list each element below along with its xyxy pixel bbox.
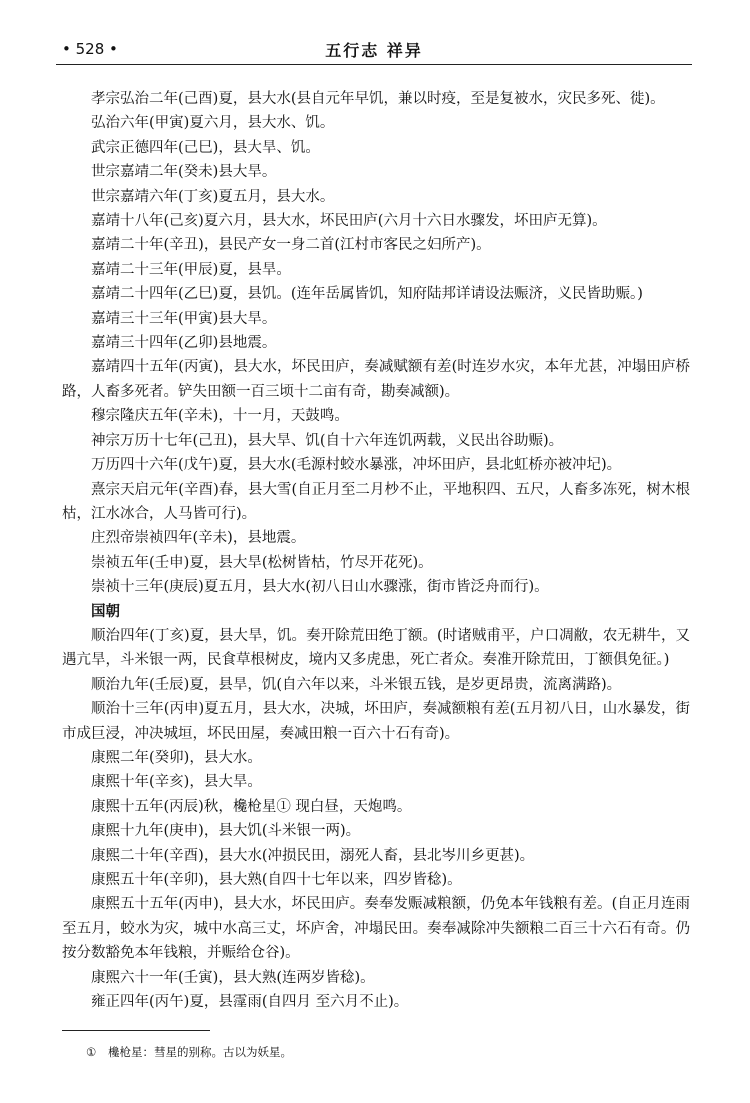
chronicle-entry: 嘉靖十八年(己亥)夏六月，县大水，坏民田庐(六月十六日水骤发，坏田庐无算)。 [91, 213, 607, 230]
chronicle-entry: 庄烈帝崇祯四年(辛未)，县地震。 [91, 530, 306, 547]
footnote-mark: ① [86, 1045, 97, 1059]
chronicle-entry: 康熙五十五年(丙申)，县大水，坏民田庐。奏奉发赈减粮额，仍免本年钱粮有差。(自正月连雨至五月，蛟水为灾，城中水高三丈，坏庐舍，冲塌民田。奏奉减除冲失额粮二百三十六石有奇。仍按分数豁免本年钱粮，并赈给仓谷)。 [62, 896, 690, 962]
chronicle-entry: 康熙五十年(辛卯)，县大熟(自四十七年以来，四岁皆稔)。 [91, 872, 462, 888]
chronicle-body [62, 87, 690, 1014]
chronicle-entry: 康熙二十年(辛酉)，县大水(冲损民田，溺死人畜，县北岑川乡更甚)。 [91, 847, 535, 864]
chronicle-entry: 顺治十三年(丙申)夏五月，县大水，决城，坏田庐，奏减额粮有差(五月初八日，山水暴发，街市成巨浸，冲决城垣，坏民田屋，奏减田粮一百六十石有奇)。 [62, 701, 690, 742]
chronicle-entry: 嘉靖四十五年(丙寅)，县大水，坏民田庐，奏减赋额有差(时连岁水灾，本年尤甚，冲塌田庐桥路，人畜多死者。铲失田额一百三顷十二亩有奇，勘奏减额)。 [62, 359, 690, 400]
chronicle-entry: 神宗万历十七年(己丑)，县大旱、饥(自十六年连饥两载，义民出谷助赈)。 [91, 432, 564, 449]
chronicle-entry: 康熙十九年(庚申)，县大饥(斗米银一两)。 [91, 823, 361, 840]
footnote-text: 欃枪星：彗星的别称。古以为妖星。 [108, 1045, 292, 1059]
chronicle-entry: 穆宗隆庆五年(辛未)，十一月，天鼓鸣。 [91, 408, 349, 425]
chronicle-entry: 世宗嘉靖六年(丁亥)夏五月，县大水。 [91, 188, 335, 205]
chronicle-entry: 熹宗天启元年(辛酉)春，县大雪(自正月至二月杪不止，平地积四、五尺，人畜多冻死，树木根枯，江水冰合，人马皆可行)。 [62, 481, 690, 522]
chronicle-entry: 弘治六年(甲寅)夏六月，县大水、饥。 [91, 115, 335, 132]
footnote-divider [62, 1030, 210, 1031]
chronicle-entry: 世宗嘉靖二年(癸未)县大旱。 [91, 164, 277, 181]
chronicle-entry: 嘉靖三十三年(甲寅)县大旱。 [91, 310, 277, 327]
section-heading: 国朝 [91, 602, 120, 620]
chronicle-entry: 万历四十六年(戊午)夏，县大水(毛源村蛟水暴涨，冲坏田庐，县北虹桥亦被冲圮)。 [91, 457, 622, 474]
chronicle-entry: 崇祯十三年(庚辰)夏五月，县大水(初八日山水骤涨，街市皆泛舟而行)。 [91, 579, 549, 596]
chronicle-entry: 崇祯五年(壬申)夏，县大旱(松树皆枯，竹尽开花死)。 [91, 554, 433, 571]
chronicle-entry: 孝宗弘治二年(己酉)夏，县大水(县自元年早饥，兼以时疫，至是复被水，灾民多死、徙)。 [91, 91, 665, 107]
chronicle-entry: 武宗正德四年(己巳)，县大旱、饥。 [91, 139, 320, 156]
chronicle-entry: 康熙十五年(丙辰)秋，欃枪星① 现白昼，天炮鸣。 [91, 798, 412, 815]
chronicle-entry: 嘉靖二十三年(甲辰)夏，县旱。 [91, 261, 291, 278]
chronicle-entry: 嘉靖二十四年(乙巳)夏，县饥。(连年岳属皆饥，知府陆邦详请设法赈济，义民皆助赈。) [91, 286, 643, 303]
chronicle-entry: 顺治九年(壬辰)夏，县旱，饥(自六年以来，斗米银五钱，是岁更昂贵，流离满路)。 [91, 676, 622, 693]
footnote [86, 1044, 686, 1060]
page-number: • 528 • [62, 40, 118, 58]
chronicle-entry: 康熙六十一年(壬寅)，县大熟(连两岁皆稔)。 [91, 969, 375, 986]
chronicle-entry: 嘉靖二十年(辛丑)，县民产女一身二首(江村市客民之妇所产)。 [91, 237, 491, 254]
chronicle-entry: 顺治四年(丁亥)夏，县大旱，饥。奏开除荒田绝丁额。(时诸贼甫平，户口凋敝，农无耕牛，又遇亢旱，斗米银一两，民食草根树皮，境内又多虎患，死亡者众。奏准开除荒田，丁额俱免征。) [62, 627, 690, 669]
chronicle-entry: 雍正四年(丙午)夏，县霪雨(自四月 至六月不止)。 [91, 994, 409, 1011]
chronicle-entry: 康熙二年(癸卯)，县大水。 [91, 749, 262, 766]
page-header [56, 30, 692, 65]
chronicle-entry: 嘉靖三十四年(乙卯)县地震。 [91, 335, 277, 352]
chronicle-entry: 康熙十年(辛亥)，县大旱。 [91, 774, 262, 791]
running-title: 五行志 祥异 [325, 41, 423, 60]
